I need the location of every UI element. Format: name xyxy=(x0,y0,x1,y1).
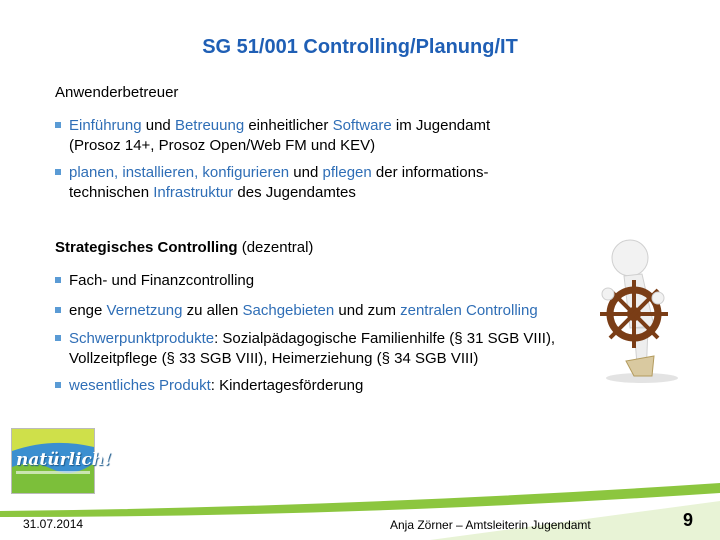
bullet-line-2 xyxy=(69,183,629,203)
text: der informations- xyxy=(371,164,489,181)
text: Fach- und Finanzcontrolling xyxy=(69,272,255,289)
highlight-text: Schwerpunktprodukte xyxy=(69,330,215,347)
section-heading: Strategisches Controlling xyxy=(55,239,238,256)
slide-title: SG 51/001 Controlling/Planung/IT xyxy=(202,36,518,58)
text: und xyxy=(289,164,323,181)
highlight-text: Betreuung xyxy=(174,117,245,134)
highlight-text: zentralen Controlling xyxy=(400,302,538,319)
bullet-marker xyxy=(55,335,61,341)
bullet-item xyxy=(55,301,629,321)
bullet-line xyxy=(69,329,629,349)
text: technischen xyxy=(69,184,154,201)
text: und xyxy=(141,117,175,134)
highlight-text: Infrastruktur xyxy=(153,184,234,201)
bullet-item xyxy=(55,271,629,291)
section-heading-controlling xyxy=(55,239,615,256)
helmsman-figure-image xyxy=(594,236,688,384)
bullet-line xyxy=(69,116,629,136)
highlight-text: Einführung xyxy=(69,117,142,134)
section-heading-anwenderbetreuer xyxy=(55,84,615,101)
text: einheitlicher xyxy=(244,117,333,134)
highlight-text: Software xyxy=(332,117,392,134)
footer-date: 31.07.2014 xyxy=(23,517,84,531)
footer-swoosh xyxy=(0,477,720,540)
bullet-marker xyxy=(55,307,61,313)
section-heading-suffix: (dezentral) xyxy=(237,239,314,256)
bullet-line-2: (Prosoz 14+, Prosoz Open/Web FM und KEV) xyxy=(69,137,376,154)
page-number: 9 xyxy=(683,510,694,530)
text: : Kindertagesförderung xyxy=(210,377,364,394)
text: zu allen xyxy=(182,302,243,319)
bullet-marker xyxy=(55,122,61,128)
bullet-marker xyxy=(55,382,61,388)
section-heading: Anwenderbetreuer xyxy=(55,84,179,101)
bullet-item xyxy=(55,329,629,369)
text: enge xyxy=(69,302,107,319)
highlight-text: Sachgebieten xyxy=(242,302,335,319)
bullet-marker xyxy=(55,169,61,175)
bullet-marker xyxy=(55,277,61,283)
footer-author: Anja Zörner – Amtsleiterin Jugendamt xyxy=(390,518,591,532)
text: im Jugendamt xyxy=(391,117,491,134)
highlight-text: pflegen xyxy=(322,164,372,181)
bullet-line-2: Vollzeitpflege (§ 33 SGB VIII), Heimerziehung (§ 34 SGB VIII) xyxy=(69,350,479,367)
text: des Jugendamtes xyxy=(233,184,356,201)
bullet-line xyxy=(69,163,629,183)
highlight-text: wesentliches Produkt xyxy=(69,377,211,394)
logo-text: natürlich! xyxy=(16,450,112,470)
bullet-item xyxy=(55,116,629,156)
bullet-item xyxy=(55,163,629,203)
text: : Sozialpädagogische Familienhilfe (§ 31 SGB VIII), xyxy=(214,330,556,347)
text: und zum xyxy=(334,302,401,319)
highlight-text: planen, installieren, konfigurieren xyxy=(69,164,290,181)
bullet-item xyxy=(55,376,629,396)
highlight-text: Vernetzung xyxy=(106,302,183,319)
